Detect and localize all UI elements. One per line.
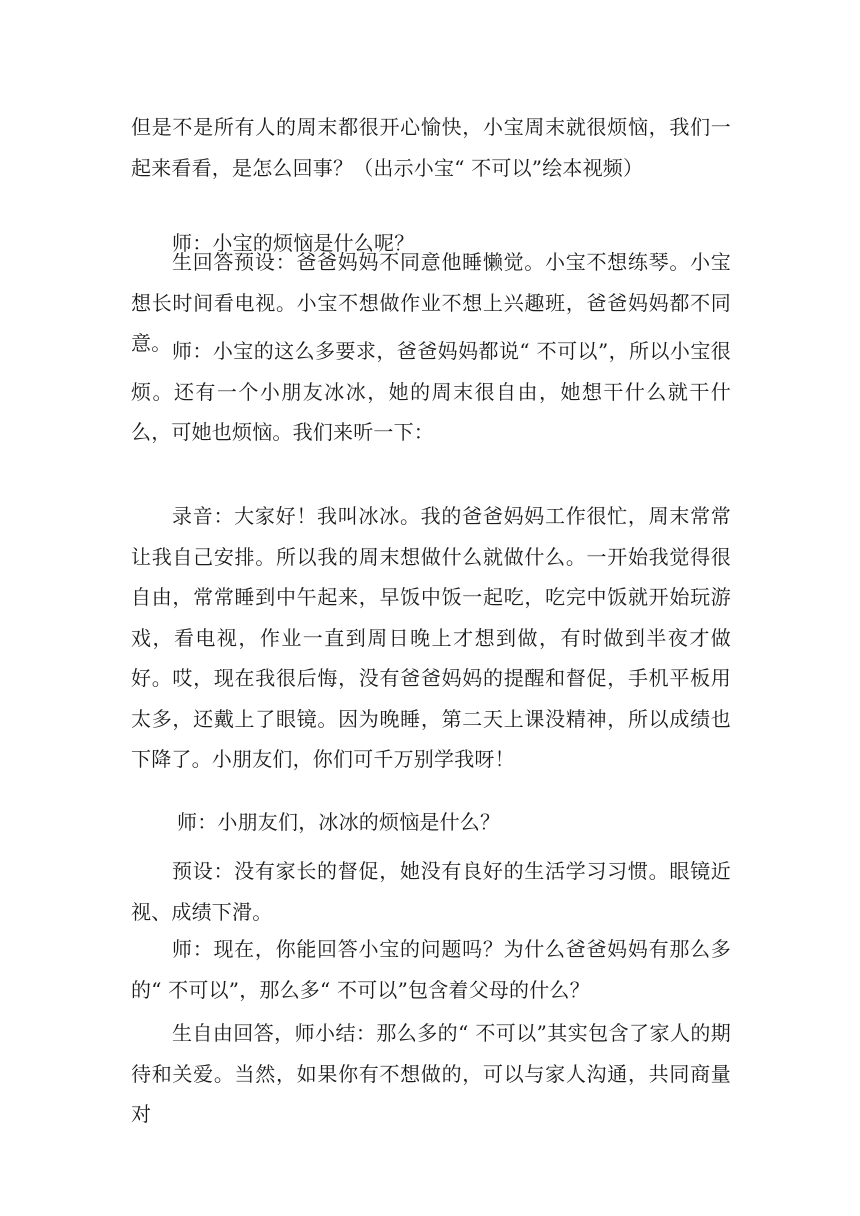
paragraph-1: 但是不是所有人的周末都很开心愉快，小宝周末就很烦恼，我们一起来看看，是怎么回事？（出示小宝“ 不可以”绘本视频） (131, 115, 731, 180)
paragraph-3: 生回答预设：爸爸妈妈不同意他睡懒觉。小宝不想练琴。小宝想长时间看电视。小宝不想做作业不想上兴趣班，爸爸妈妈都不同意。 (131, 250, 731, 355)
paragraph-8: 师：现在，你能回答小宝的问题吗？为什么爸爸妈妈有那么多的“ 不可以”，那么多“ 不可以”包含着父母的什么？ (131, 937, 731, 1002)
paragraph-4: 师：小宝的这么多要求，爸爸妈妈都说“ 不可以”，所以小宝很烦。还有一个小朋友冰冰，她的周末很自由，她想干什么就干什么，可她也烦恼。我们来听一下： (131, 339, 731, 444)
paragraph-9: 生自由回答，师小结：那么多的“ 不可以”其实包含了家人的期待和关爱。当然，如果你有不想做的，可以与家人沟通，共同商量对 (131, 1021, 731, 1126)
paragraph-2: 师：小宝的烦恼是什么呢？ (172, 231, 415, 255)
paragraph-7: 预设：没有家长的督促，她没有良好的生活学习习惯。眼镜近视、成绩下滑。 (131, 859, 731, 924)
paragraph-5: 录音：大家好！我叫冰冰。我的爸爸妈妈工作很忙，周末常常让我自己安排。所以我的周末想做什么就做什么。一开始我觉得很自由，常常睡到中午起来，早饭中饭一起吃，吃完中饭就开始玩游戏，看电视，作业一直到周日晚上才想到做，有时做到半夜才做好。哎，现在我很后悔，没有爸爸妈妈的提醒和督促，手机平板用太多，还戴上了眼镜。因为晚睡，第二天上课没精神，所以成绩也下降了。小朋友们，你们可千万别学我呀！ (131, 504, 731, 771)
paragraph-6: 师：小朋友们，冰冰的烦恼是什么？ (177, 810, 501, 834)
